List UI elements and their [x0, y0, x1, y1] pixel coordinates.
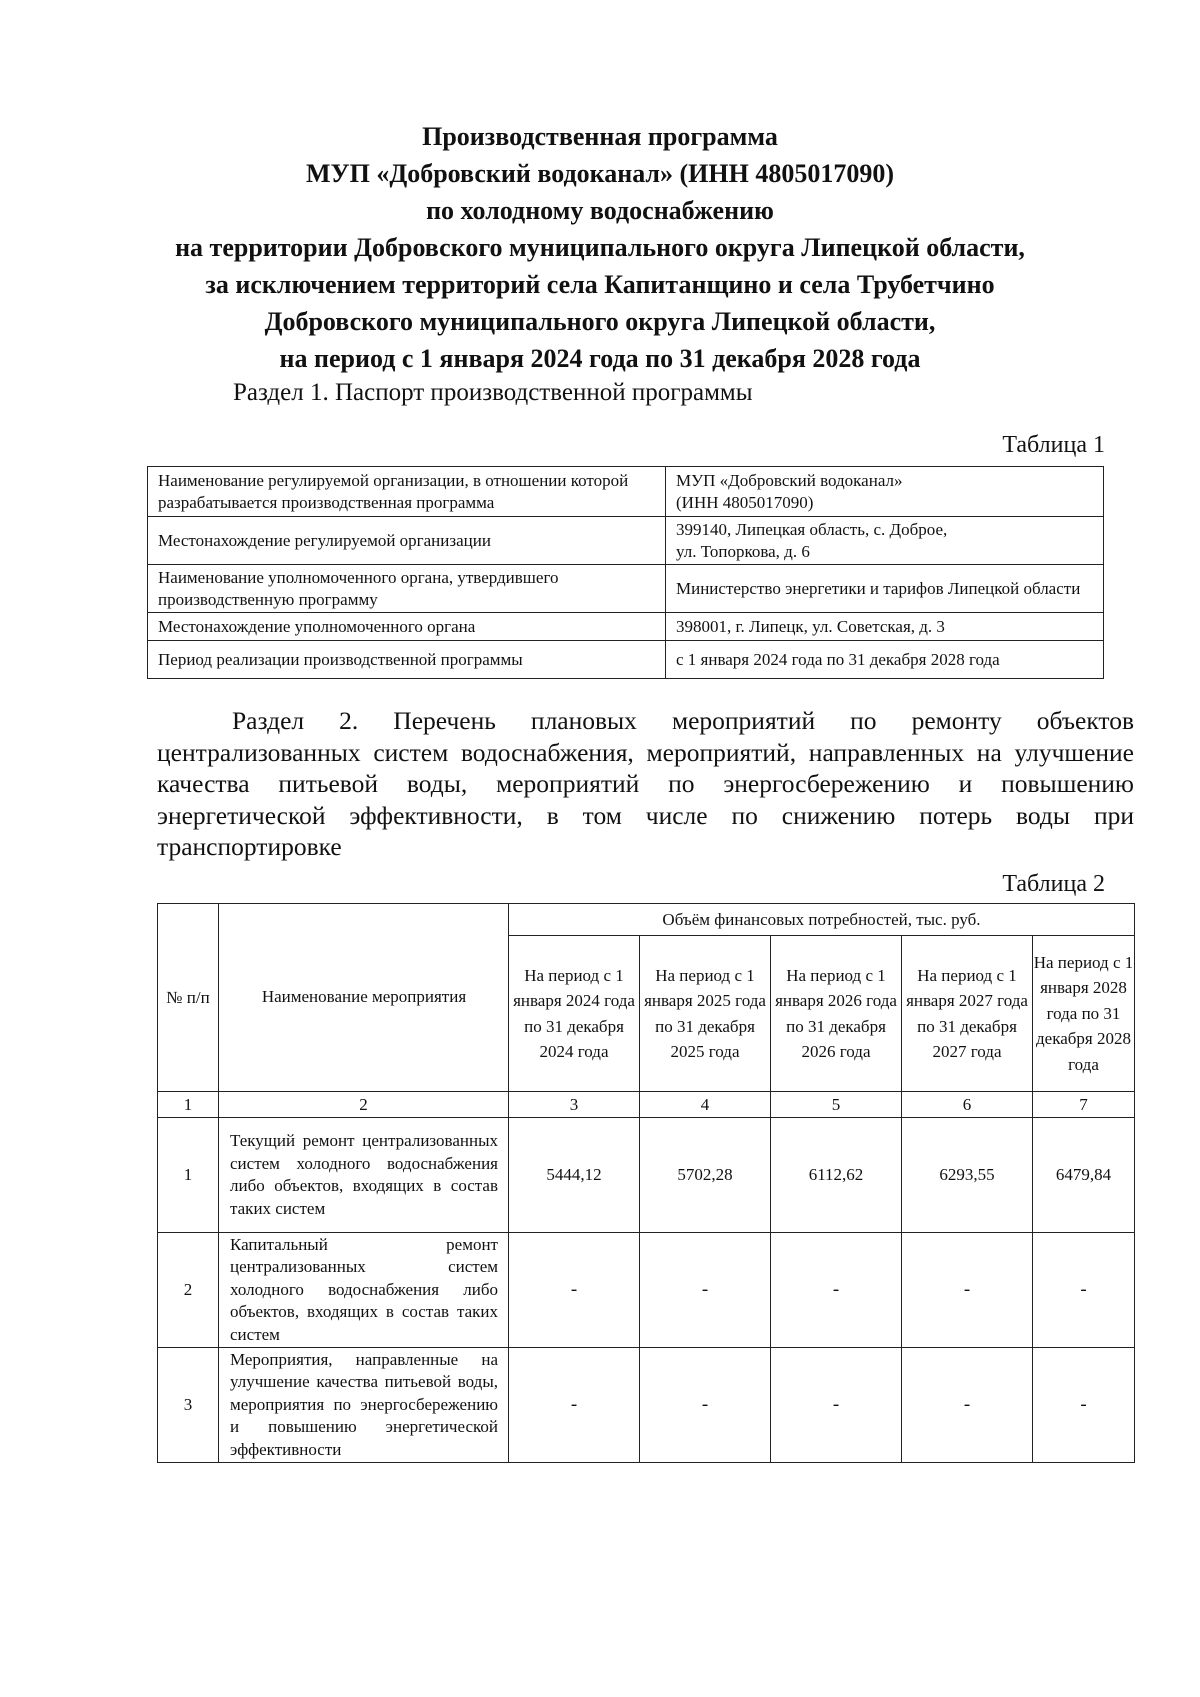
measures-table: [157, 903, 1135, 1463]
section2-heading-text: Раздел 2. Перечень плановых мероприятий по ремонту объектов централизованных систем водоснабжения, мероприятий, направленных на улучшение качества питьевой воды, мероприятий по энергосбережению и повышению энергетической эффективности, в том числе по снижению потерь воды при транспортировке: [157, 706, 1134, 861]
row-value: -: [509, 1233, 640, 1348]
title-line: на период с 1 января 2024 года по 31 декабря 2028 года: [279, 344, 921, 373]
title-line: Производственная программа: [422, 122, 778, 151]
header-period: На период с 1 января 2027 года по 31 декабря 2027 года: [902, 936, 1033, 1092]
passport-value: 398001, г. Липецк, ул. Советская, д. 3: [666, 613, 1104, 641]
passport-value: с 1 января 2024 года по 31 декабря 2028 года: [666, 641, 1104, 679]
row-num: 2: [158, 1233, 219, 1348]
passport-label: Местонахождение регулируемой организации: [148, 517, 666, 565]
passport-value-line: МУП «Добровский водоканал»: [676, 470, 903, 490]
table-row: [158, 1118, 1135, 1233]
row-name: Мероприятия, направленные на улучшение качества питьевой воды, мероприятия по энергосбережению и повышению энергетической эффективности: [219, 1348, 509, 1463]
table-row: [148, 613, 1104, 641]
passport-table: [147, 466, 1104, 679]
table2-caption: Таблица 2: [1002, 871, 1105, 897]
title-line: Добровского муниципального округа Липецкой области,: [264, 307, 936, 336]
row-value: -: [771, 1348, 902, 1463]
table1-caption: Таблица 1: [1002, 432, 1105, 458]
title-line: по холодному водоснабжению: [426, 196, 774, 225]
column-number: 7: [1033, 1092, 1135, 1118]
passport-label: Наименование регулируемой организации, в отношении которой разрабатывается производственная программа: [148, 467, 666, 517]
passport-value: Министерство энергетики и тарифов Липецкой области: [666, 565, 1104, 613]
table-row: [148, 565, 1104, 613]
column-number: 6: [902, 1092, 1033, 1118]
table-row: [148, 517, 1104, 565]
passport-label: Наименование уполномоченного органа, утвердившего производственную программу: [148, 565, 666, 613]
row-name: Капитальный ремонт централизованных систем холодного водоснабжения либо объектов, входящих в состав таких систем: [219, 1233, 509, 1348]
passport-value-line: (ИНН 4805017090): [676, 492, 814, 512]
row-value: 6479,84: [1033, 1118, 1135, 1233]
row-value: -: [640, 1233, 771, 1348]
passport-value: [666, 517, 1104, 565]
column-number-row: [158, 1092, 1135, 1118]
section1-heading: Раздел 1. Паспорт производственной программы: [233, 379, 753, 406]
row-value: 6293,55: [902, 1118, 1033, 1233]
document-title: [120, 118, 1080, 377]
table-row: [148, 641, 1104, 679]
row-value: -: [902, 1348, 1033, 1463]
row-name: Текущий ремонт централизованных систем холодного водоснабжения либо объектов, входящих в состав таких систем: [219, 1118, 509, 1233]
passport-value: [666, 467, 1104, 517]
row-value: -: [902, 1233, 1033, 1348]
row-num: 3: [158, 1348, 219, 1463]
header-name: Наименование мероприятия: [219, 904, 509, 1092]
passport-value-line: ул. Топоркова, д. 6: [676, 541, 810, 561]
table-header-row: [158, 904, 1135, 936]
section2-heading: [157, 705, 1134, 863]
header-group: Объём финансовых потребностей, тыс. руб.: [509, 904, 1135, 936]
passport-label: Период реализации производственной программы: [148, 641, 666, 679]
title-line: за исключением территорий села Капитанщино и села Трубетчино: [205, 270, 995, 299]
row-value: -: [771, 1233, 902, 1348]
header-num: № п/п: [158, 904, 219, 1092]
row-value: -: [1033, 1348, 1135, 1463]
passport-label: Местонахождение уполномоченного органа: [148, 613, 666, 641]
column-number: 3: [509, 1092, 640, 1118]
column-number: 1: [158, 1092, 219, 1118]
table-row: [148, 467, 1104, 517]
title-line: на территории Добровского муниципального округа Липецкой области,: [175, 233, 1025, 262]
column-number: 4: [640, 1092, 771, 1118]
row-value: -: [509, 1348, 640, 1463]
row-num: 1: [158, 1118, 219, 1233]
header-period: На период с 1 января 2026 года по 31 декабря 2026 года: [771, 936, 902, 1092]
row-value: 6112,62: [771, 1118, 902, 1233]
header-period: На период с 1 января 2028 года по 31 декабря 2028 года: [1033, 936, 1135, 1092]
header-period: На период с 1 января 2024 года по 31 декабря 2024 года: [509, 936, 640, 1092]
row-value: -: [640, 1348, 771, 1463]
table-row: [158, 1348, 1135, 1463]
column-number: 2: [219, 1092, 509, 1118]
row-value: 5702,28: [640, 1118, 771, 1233]
header-period: На период с 1 января 2025 года по 31 декабря 2025 года: [640, 936, 771, 1092]
row-value: -: [1033, 1233, 1135, 1348]
passport-value-line: 399140, Липецкая область, с. Доброе,: [676, 519, 948, 539]
title-line: МУП «Добровский водоканал» (ИНН 4805017090): [305, 159, 895, 188]
column-number: 5: [771, 1092, 902, 1118]
table-row: [158, 1233, 1135, 1348]
row-value: 5444,12: [509, 1118, 640, 1233]
